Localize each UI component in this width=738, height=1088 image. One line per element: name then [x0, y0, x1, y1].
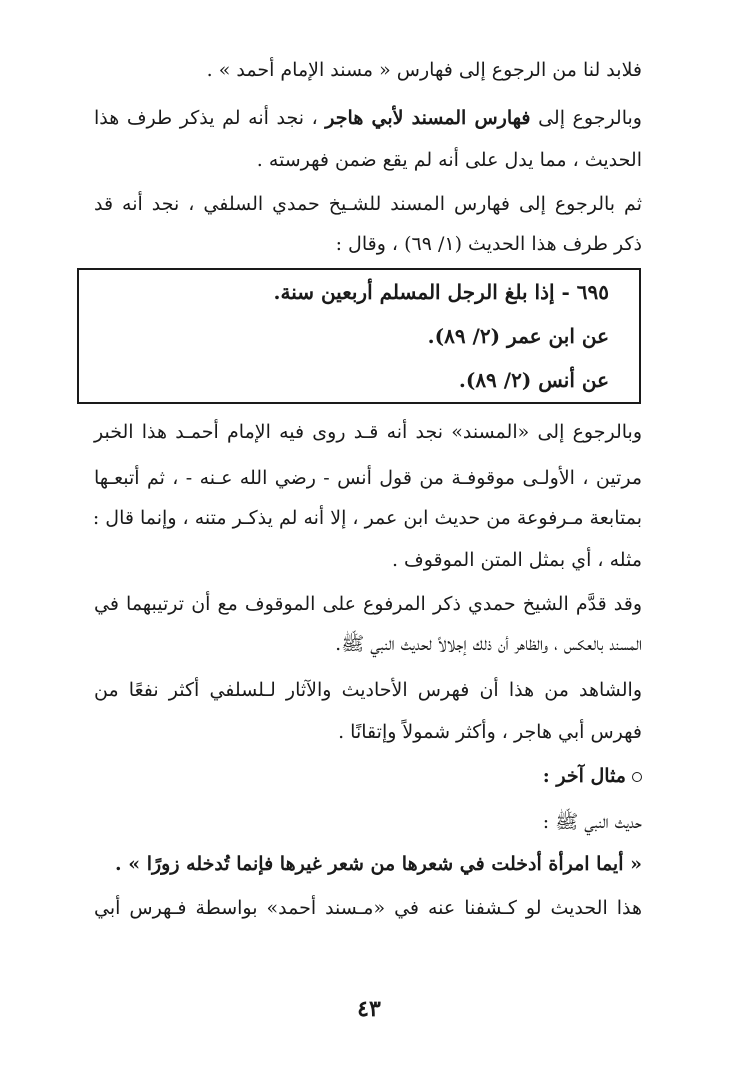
text-line: ثم بالرجوع إلى فهارس المسند للشـيخ حمدي السلفي ، نجد أنه قد [94, 193, 642, 215]
text-line: المسند بالعكس ، والظاهر أن ذلك إجلالاً لحديث النبي ﷺ. [335, 633, 642, 655]
text-line: والشاهد من هذا أن فهرس الأحاديث والآثار لـلسلفي أكثر نفعًا من [94, 679, 642, 701]
text-line: هذا الحديث لو كـشفنا عنه في «مـسند أحمد» بواسطة فـهرس أبي [94, 897, 642, 919]
text-segment: ، نجد أنه لم يذكر طرف هذا [94, 107, 326, 129]
text-line: الحديث ، مما يدل على أنه لم يقع ضمن فهرسته . [256, 149, 642, 171]
section-heading [94, 762, 642, 790]
text-line [94, 104, 642, 132]
page-number: ٤٣ [357, 996, 381, 1022]
book-title-bold: فهارس المسند لأبي هاجر [325, 107, 531, 129]
text-line: وبالرجوع إلى «المسند» نجد أنه قـد روى فيه الإمام أحمـد هذا الخبر [94, 421, 642, 443]
text-line: ذكر طرف هذا الحديث (١/ ٦٩) ، وقال : [335, 233, 642, 255]
index-entry-box [77, 268, 641, 404]
index-entry-ref: عن ابن عمر (٢/ ٨٩). [427, 324, 609, 348]
section-heading-text: مثال آخر : [542, 765, 626, 787]
text-line: حديث النبي ﷺ : [542, 811, 642, 833]
index-entry-ref: عن أنس (٢/ ٨٩). [458, 368, 609, 392]
text-line: بمتابعة مـرفوعة من حديث ابن عمر ، إلا أنه لم يذكـر متنه ، وإنما قال : [92, 507, 642, 529]
text-segment: وبالرجوع إلى [530, 107, 642, 129]
text-line: مرتين ، الأولـى موقوفـة من قول أنس - رضي الله عـنه - ، ثم أتبعـها [94, 467, 642, 489]
text-line: وقد قدَّم الشيخ حمدي ذكر المرفوع على الموقوف مع أن ترتيبهما في [94, 593, 642, 615]
hadith-quote: « أيما امرأة أدخلت في شعرها من شعر غيرها فإنما تُدخله زورًا » . [115, 853, 642, 875]
index-entry-title: ٦٩٥ - إذا بلغ الرجل المسلم أربعين سنة. [273, 280, 609, 304]
circle-bullet-icon [632, 772, 642, 782]
text-line: مثله ، أي بمثل المتن الموقوف . [391, 549, 642, 571]
text-line: فهرس أبي هاجر ، وأكثر شمولاً وإتقانًا . [338, 721, 642, 743]
text-line: فلابد لنا من الرجوع إلى فهارس « مسند الإمام أحمد » . [206, 59, 642, 81]
